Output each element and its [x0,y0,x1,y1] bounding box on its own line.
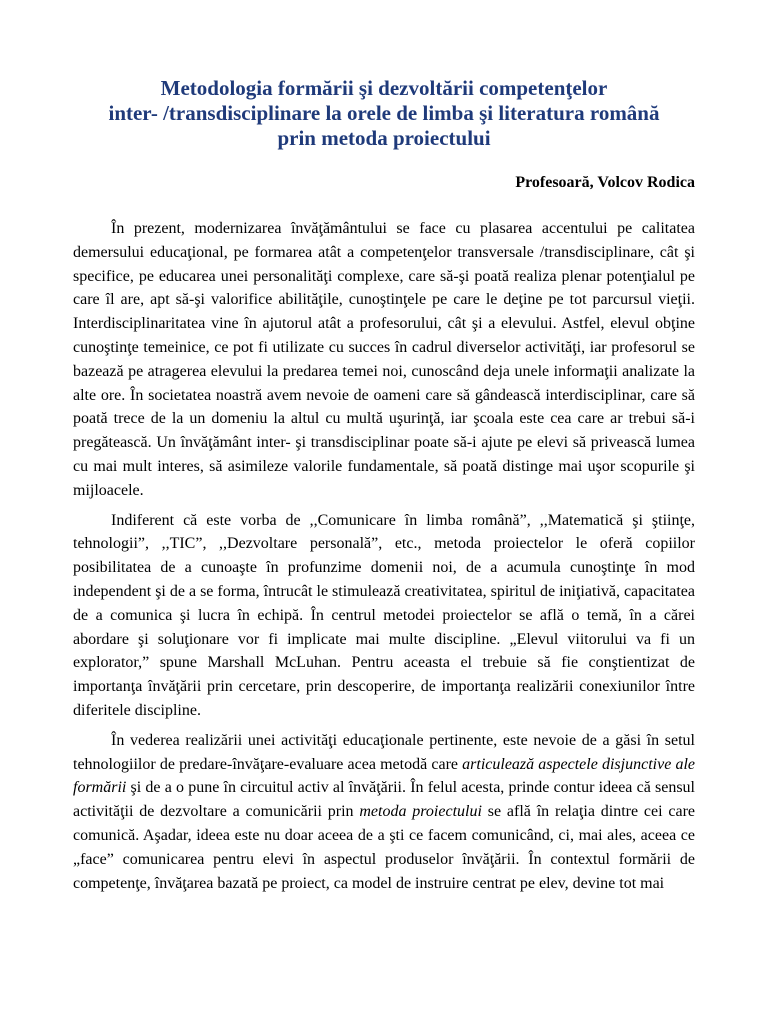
paragraph-3-text-c: se află în relaţia dintre cei care comunică. Aşadar, ideea este nu doar aceea de a şti ce facem comunicând, ci, mai ales, aceea ce „face” comunicarea pentru elevi în aspectul produselor învăţării. În contextul formării de competenţe, învăţarea bazată pe proiect, ca model de instruire centrat pe elev, devine tot mai [73,803,696,892]
title-line-3: prin metoda proiectului [277,126,491,150]
title-line-1: Metodologia formării şi dezvoltării competenţelor [160,76,608,100]
author-line: Profesoară, Volcov Rodica [515,174,695,191]
paragraph-3-text-a: În vederea realizării unei activităţi educaţionale pertinente, este nevoie de a găsi în setul tehnologiilor de predare-învăţare-evaluare acea metodă care [73,731,695,773]
title-line-2: inter- /transdisciplinare la orele de limba şi literatura română [108,101,660,125]
paragraph-3-italic-a: articulează aspectele disjunctive ale formării [73,755,695,797]
document-title [73,76,695,151]
paragraph-3-text-b: şi de a o pune în circuitul activ al învăţării. În felul acesta, prinde contur ideea că sensul activităţii de dezvoltare a comunicării prin [73,779,695,821]
paragraph-3 [73,729,695,896]
paragraph-2 [73,509,695,723]
paragraph-1 [73,217,695,503]
paragraph-2-text: Indiferent că este vorba de ,,Comunicare în limba română”, ,,Matematică şi ştiinţe, tehnologii”, ,,TIC”, ,,Dezvoltare personală”, etc., metoda proiectelor le oferă copiilor posibilitatea de a cunoaşte în profunzime domenii noi, de a acumula cunoştinţe în mod independent şi de a se forma, întrucât le stimulează creativitatea, spiritul de iniţiativă, capacitatea de a comunica şi lucra în echipă. În centrul metodei proiectelor se află o temă, în a cărei abordare şi soluţionare vor fi implicate mai multe discipline. „Elevul viitorului va fi un explorator,” spune Marshall McLuhan. Pentru aceasta el trebuie să fie conştientizat de importanţa învăţării prin cercetare, prin descoperire, de importanţa realizării conexiunilor între diferitele discipline. [73,511,695,719]
paragraph-3-italic-b: metoda proiectului [359,803,482,821]
document-body [73,217,695,895]
paragraph-1-text: În prezent, modernizarea învăţământului se face cu plasarea accentului pe calitatea demersului educaţional, pe formarea atât a competenţelor transversale /transdisciplinare, cât şi specifice, pe educarea unei personalităţi complexe, care să-şi poată realiza plenar potenţialul pe care îl are, apt să-şi valorifice abilităţile, cunoştinţele pe care le deţine pe tot parcursul vieţii. Interdisciplinaritatea vine în ajutorul atât a profesorului, cât şi a elevului. Astfel, elevul obţine cunoştinţe temeinice, ce pot fi utilizate cu succes în cadrul diverselor activităţi, iar profesorul se bazează pe atragerea elevului la predarea temei noi, cunoscând deja unele informaţii analizate la alte ore. În societatea noastră avem nevoie de oameni care să gândească interdisciplinar, care să poată trece de la un domeniu la altul cu multă uşurinţă, iar şcoala este cea care ar trebui să-i pregătească. Un învăţământ inter- şi transdisciplinar poate să-i ajute pe elevi să privească lumea cu mai mult interes, să asimileze valorile fundamentale, să poată distinge mai uşor scopurile şi mijloacele. [73,220,695,499]
